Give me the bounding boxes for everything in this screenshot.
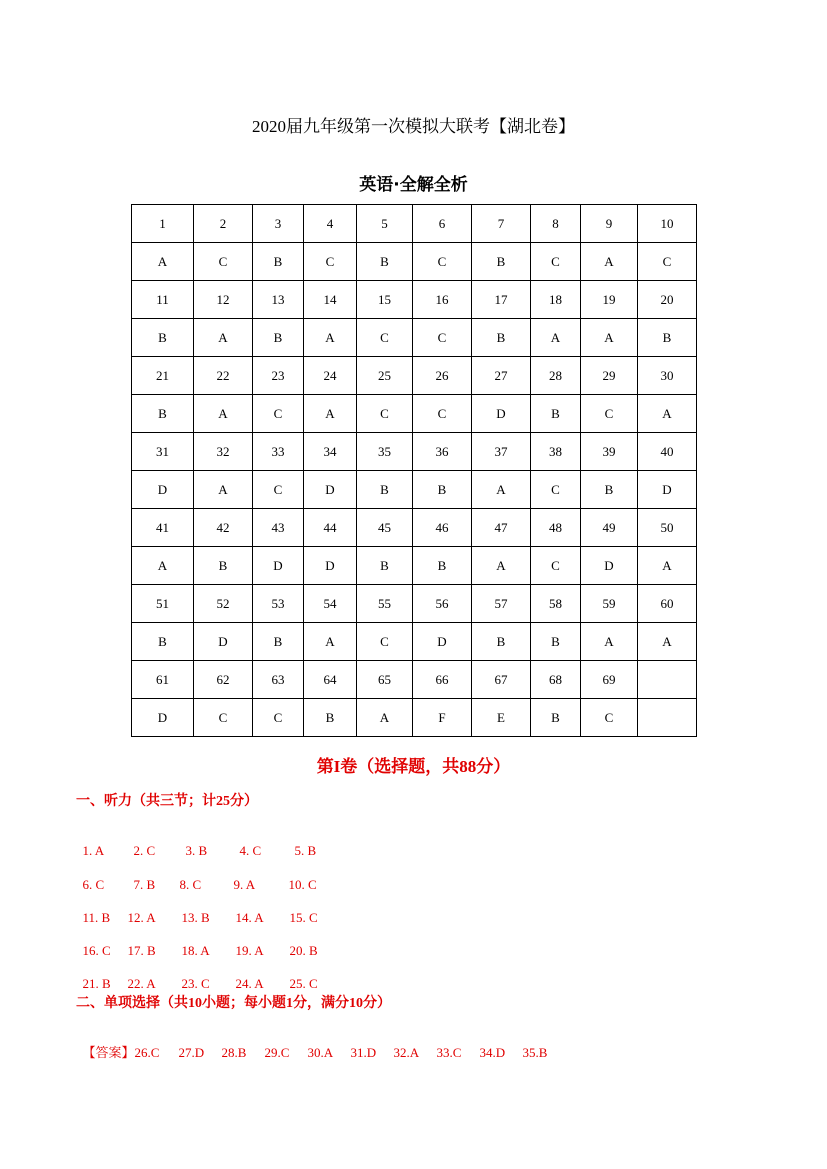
answer-letter-cell: B <box>304 699 357 737</box>
listening-answer: 2. C <box>133 843 156 858</box>
listening-answer: 21. B <box>82 976 111 991</box>
listening-answer: 6. C <box>82 877 105 892</box>
listening-answer: 16. C <box>82 943 111 958</box>
answer-letter-row <box>132 623 697 661</box>
listening-answer: 18. A <box>181 943 210 958</box>
question-number-cell: 64 <box>304 661 357 699</box>
answer-letter-cell: B <box>132 623 194 661</box>
question-number-cell <box>638 661 697 699</box>
question-number-cell: 46 <box>413 509 472 547</box>
question-number-cell: 25 <box>357 357 413 395</box>
question-number-cell: 55 <box>357 585 413 623</box>
question-number-cell: 12 <box>194 281 253 319</box>
question-number-cell: 7 <box>472 205 531 243</box>
question-number-cell: 60 <box>638 585 697 623</box>
question-number-cell: 35 <box>357 433 413 471</box>
answer-letter-cell: A <box>581 319 638 357</box>
question-number-cell: 23 <box>253 357 304 395</box>
question-number-cell: 43 <box>253 509 304 547</box>
question-number-cell: 40 <box>638 433 697 471</box>
listening-answer: 17. B <box>127 943 156 958</box>
question-number-cell: 66 <box>413 661 472 699</box>
question-number-cell: 15 <box>357 281 413 319</box>
question-number-cell: 31 <box>132 433 194 471</box>
question-number-cell: 65 <box>357 661 413 699</box>
choice-answer: 29.C <box>264 1045 290 1060</box>
choice-answer: 27.D <box>178 1045 205 1060</box>
listening-answer: 8. C <box>179 877 202 892</box>
answer-letter-cell: B <box>132 319 194 357</box>
question-number-cell: 47 <box>472 509 531 547</box>
question-number-cell: 61 <box>132 661 194 699</box>
question-number-cell: 57 <box>472 585 531 623</box>
question-number-cell: 34 <box>304 433 357 471</box>
question-number-row <box>132 281 697 319</box>
question-number-cell: 2 <box>194 205 253 243</box>
listening-answer: 11. B <box>82 910 111 925</box>
answer-letter-cell: B <box>472 623 531 661</box>
listening-answer: 15. C <box>289 910 318 925</box>
question-number-cell: 63 <box>253 661 304 699</box>
answer-letter-cell: A <box>581 623 638 661</box>
question-number-cell: 36 <box>413 433 472 471</box>
question-number-cell: 45 <box>357 509 413 547</box>
answer-letter-cell: A <box>531 319 581 357</box>
answer-letter-cell: C <box>357 319 413 357</box>
listening-answer: 10. C <box>288 877 317 892</box>
listening-answer: 25. C <box>289 976 318 991</box>
listening-answer: 12. A <box>127 910 156 925</box>
question-number-cell: 26 <box>413 357 472 395</box>
choice-answer: 31.D <box>350 1045 377 1060</box>
answer-letter-cell: C <box>581 395 638 433</box>
question-number-cell: 30 <box>638 357 697 395</box>
answer-letter-cell: A <box>304 623 357 661</box>
answer-letter-cell: C <box>531 243 581 281</box>
question-number-cell: 19 <box>581 281 638 319</box>
question-number-cell: 59 <box>581 585 638 623</box>
choice-answer: 30.A <box>307 1045 334 1060</box>
answer-letter-cell: B <box>132 395 194 433</box>
listening-answer: 4. C <box>239 843 262 858</box>
question-number-cell: 17 <box>472 281 531 319</box>
answer-letter-cell: C <box>531 547 581 585</box>
question-number-row <box>132 433 697 471</box>
question-number-cell: 13 <box>253 281 304 319</box>
question-number-row <box>132 585 697 623</box>
question-number-cell: 56 <box>413 585 472 623</box>
question-number-cell: 14 <box>304 281 357 319</box>
question-number-cell: 5 <box>357 205 413 243</box>
answer-letter-cell: D <box>253 547 304 585</box>
question-number-cell: 42 <box>194 509 253 547</box>
answer-letter-row <box>132 471 697 509</box>
answer-letter-cell: B <box>253 243 304 281</box>
listening-answer: 9. A <box>233 877 256 892</box>
listening-answer: 24. A <box>235 976 264 991</box>
listening-answer: 3. B <box>185 843 208 858</box>
listening-answer: 1. A <box>82 843 105 858</box>
question-number-cell: 33 <box>253 433 304 471</box>
question-number-cell: 22 <box>194 357 253 395</box>
answer-letter-cell: D <box>194 623 253 661</box>
answer-letter-cell: B <box>638 319 697 357</box>
question-number-cell: 3 <box>253 205 304 243</box>
answer-letter-cell: A <box>194 471 253 509</box>
question-number-cell: 68 <box>531 661 581 699</box>
question-number-cell: 69 <box>581 661 638 699</box>
answer-letter-row <box>132 547 697 585</box>
listening-answer: 23. C <box>181 976 210 991</box>
answer-letter-cell: B <box>357 243 413 281</box>
question-number-cell: 58 <box>531 585 581 623</box>
question-number-cell: 4 <box>304 205 357 243</box>
answer-letter-cell: B <box>253 319 304 357</box>
answer-letter-cell: C <box>253 471 304 509</box>
question-number-cell: 6 <box>413 205 472 243</box>
answer-prefix: 【答案】 <box>82 1045 135 1060</box>
listening-row <box>76 927 318 959</box>
listening-answer: 14. A <box>235 910 264 925</box>
answer-letter-cell: B <box>357 547 413 585</box>
choice-answer: 35.B <box>522 1045 548 1060</box>
question-number-cell: 9 <box>581 205 638 243</box>
answer-letter-cell: B <box>531 623 581 661</box>
answer-letter-row <box>132 243 697 281</box>
answer-letter-row <box>132 699 697 737</box>
answer-letter-cell: A <box>132 547 194 585</box>
question-number-cell: 67 <box>472 661 531 699</box>
question-number-cell: 54 <box>304 585 357 623</box>
answer-letter-cell: A <box>304 395 357 433</box>
answer-letter-cell: A <box>357 699 413 737</box>
answer-letter-cell: C <box>194 699 253 737</box>
answer-letter-cell: D <box>132 699 194 737</box>
answer-letter-cell: B <box>253 623 304 661</box>
answer-letter-cell: C <box>581 699 638 737</box>
answer-letter-cell: D <box>638 471 697 509</box>
answer-letter-cell: D <box>581 547 638 585</box>
answer-letter-cell: D <box>304 471 357 509</box>
answer-letter-cell: A <box>132 243 194 281</box>
answer-letter-cell: C <box>194 243 253 281</box>
question-number-cell: 39 <box>581 433 638 471</box>
answer-letter-cell: A <box>472 471 531 509</box>
listening-answer: 5. B <box>294 843 317 858</box>
question-number-cell: 1 <box>132 205 194 243</box>
choice-answer: 28.B <box>221 1045 247 1060</box>
answer-table-body <box>132 205 697 737</box>
question-number-cell: 18 <box>531 281 581 319</box>
question-number-cell: 32 <box>194 433 253 471</box>
choice-answer: 26.C <box>134 1045 160 1060</box>
answer-letter-cell: B <box>531 699 581 737</box>
listening-heading: 一、听力（共三节；计25分） <box>76 794 258 809</box>
answer-letter-cell: B <box>581 471 638 509</box>
answer-letter-cell: B <box>413 471 472 509</box>
listening-answer: 22. A <box>127 976 156 991</box>
listening-row <box>76 960 318 992</box>
answer-letter-cell: C <box>413 395 472 433</box>
single-choice-heading: 二、单项选择（共10小题；每小题1分，满分10分） <box>76 996 391 1011</box>
answer-letter-cell: C <box>253 395 304 433</box>
answer-letter-cell: A <box>194 319 253 357</box>
question-number-cell: 24 <box>304 357 357 395</box>
answer-letter-cell: C <box>304 243 357 281</box>
answer-letter-cell: B <box>357 471 413 509</box>
question-number-row <box>132 661 697 699</box>
listening-answer: 13. B <box>181 910 210 925</box>
question-number-cell: 16 <box>413 281 472 319</box>
question-number-cell: 37 <box>472 433 531 471</box>
answer-letter-cell: E <box>472 699 531 737</box>
answer-letter-cell: A <box>638 547 697 585</box>
answer-letter-cell: C <box>531 471 581 509</box>
question-number-cell: 51 <box>132 585 194 623</box>
answer-letter-cell: A <box>472 547 531 585</box>
answer-letter-cell: B <box>472 243 531 281</box>
question-number-row <box>132 205 697 243</box>
question-number-cell: 29 <box>581 357 638 395</box>
listening-answer: 7. B <box>133 877 156 892</box>
document-subtitle: 英语·全解全析 <box>359 175 468 195</box>
question-number-cell: 48 <box>531 509 581 547</box>
question-number-cell: 50 <box>638 509 697 547</box>
answer-letter-cell: C <box>638 243 697 281</box>
answer-letter-cell: B <box>413 547 472 585</box>
choice-answer: 33.C <box>436 1045 462 1060</box>
choice-answer: 32.A <box>393 1045 420 1060</box>
answer-letter-cell: C <box>357 623 413 661</box>
answer-letter-cell: D <box>413 623 472 661</box>
answer-letter-cell: B <box>531 395 581 433</box>
question-number-row <box>132 357 697 395</box>
listening-row <box>76 894 318 926</box>
question-number-cell: 20 <box>638 281 697 319</box>
question-number-cell: 38 <box>531 433 581 471</box>
document-title: 2020届九年级第一次模拟大联考【湖北卷】 <box>252 117 575 136</box>
question-number-cell: 41 <box>132 509 194 547</box>
answer-letter-cell: B <box>194 547 253 585</box>
answer-letter-cell: D <box>472 395 531 433</box>
choice-answer: 34.D <box>479 1045 506 1060</box>
answer-letter-cell: A <box>638 623 697 661</box>
section-title: 第I卷（选择题，共88分） <box>316 757 511 776</box>
answer-letter-row <box>132 395 697 433</box>
answer-letter-cell: C <box>413 243 472 281</box>
answer-letter-cell: A <box>304 319 357 357</box>
answer-letter-cell: C <box>357 395 413 433</box>
answer-letter-cell: D <box>304 547 357 585</box>
answer-letter-cell: C <box>413 319 472 357</box>
question-number-row <box>132 509 697 547</box>
answer-letter-cell: B <box>472 319 531 357</box>
question-number-cell: 28 <box>531 357 581 395</box>
answer-table <box>131 204 697 737</box>
listening-answer: 19. A <box>235 943 264 958</box>
question-number-cell: 44 <box>304 509 357 547</box>
question-number-cell: 10 <box>638 205 697 243</box>
answer-letter-cell: D <box>132 471 194 509</box>
answer-letter-cell <box>638 699 697 737</box>
listening-row <box>76 861 317 893</box>
question-number-cell: 8 <box>531 205 581 243</box>
question-number-cell: 53 <box>253 585 304 623</box>
answer-letter-cell: C <box>253 699 304 737</box>
question-number-cell: 49 <box>581 509 638 547</box>
question-number-cell: 52 <box>194 585 253 623</box>
answer-letter-cell: A <box>638 395 697 433</box>
answer-letter-cell: A <box>194 395 253 433</box>
question-number-cell: 27 <box>472 357 531 395</box>
question-number-cell: 21 <box>132 357 194 395</box>
listening-row <box>76 827 316 859</box>
answer-letter-cell: F <box>413 699 472 737</box>
listening-answer: 20. B <box>289 943 318 958</box>
single-choice-answers <box>76 1026 547 1061</box>
answer-letter-row <box>132 319 697 357</box>
answer-letter-cell: A <box>581 243 638 281</box>
question-number-cell: 62 <box>194 661 253 699</box>
question-number-cell: 11 <box>132 281 194 319</box>
